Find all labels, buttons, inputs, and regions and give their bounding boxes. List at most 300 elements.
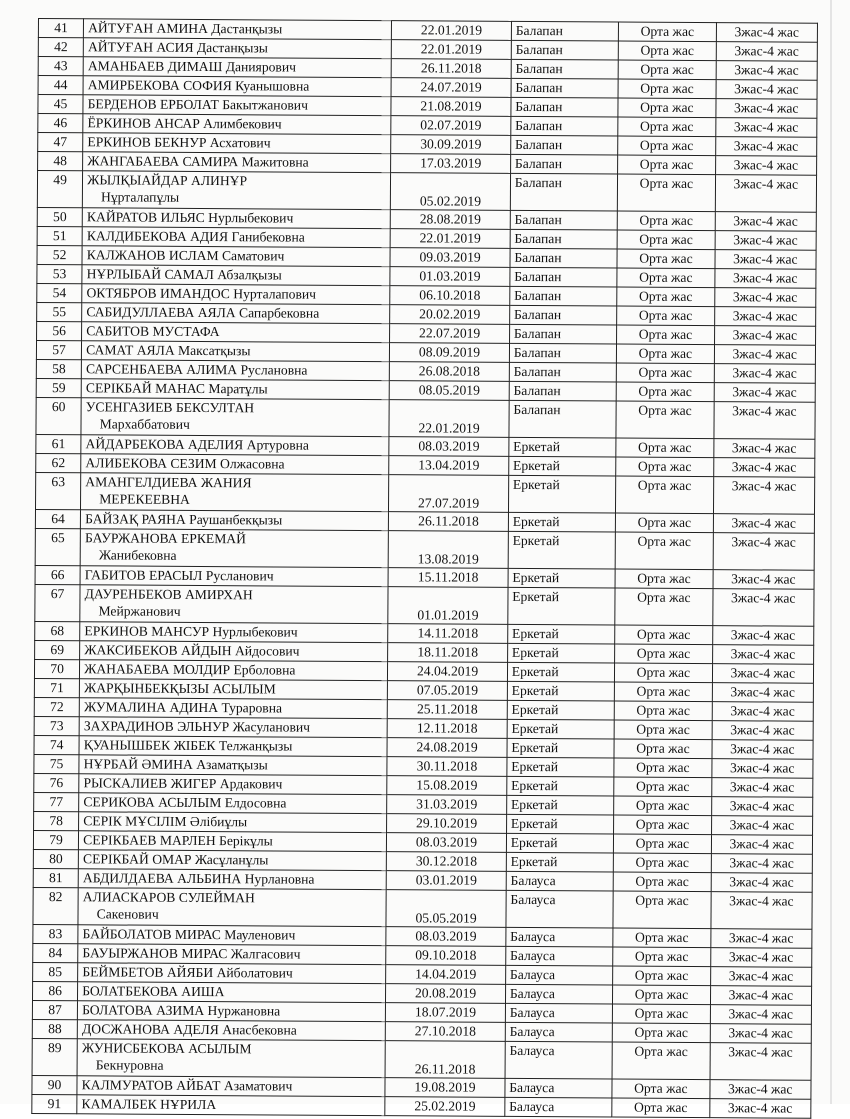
name-line-1: ЖАНГАБАЕВА САМИРА Мажитовна <box>87 153 309 170</box>
age-group: Орта жас <box>616 476 714 514</box>
age-range: 3жас-4 жас <box>716 61 818 81</box>
group-name: Еркетай <box>509 456 617 476</box>
birth-date: 25.02.2019 <box>385 1097 505 1117</box>
age-group: Орта жас <box>618 174 716 212</box>
age-range: 3жас-4 жас <box>712 589 814 627</box>
age-group: Орта жас <box>616 513 713 533</box>
group-name: Еркетай <box>508 587 616 625</box>
group-name: Балауса <box>505 984 613 1004</box>
child-full-name <box>77 1095 385 1116</box>
age-group: Орта жас <box>615 588 713 626</box>
row-number: 74 <box>34 735 79 754</box>
birth-date: 08.03.2019 <box>386 927 506 947</box>
age-range: 3жас-4 жас <box>712 626 814 646</box>
age-range: 3жас-4 жас <box>713 570 815 590</box>
age-group: Орта жас <box>615 569 712 589</box>
row-number: 72 <box>34 697 79 716</box>
birth-date: 06.10.2018 <box>390 286 510 306</box>
group-name: Балапан <box>511 21 619 41</box>
birth-date: 18.11.2018 <box>388 643 508 663</box>
age-range: 3жас-4 жас <box>714 326 816 346</box>
age-range: 3жас-4 жас <box>714 269 816 289</box>
name-line-1: АМАНБАЕВ ДИМАШ Даниярович <box>87 58 297 75</box>
birth-date: 09.03.2019 <box>390 248 510 268</box>
child-full-name <box>80 641 388 662</box>
age-group: Орта жас <box>618 41 715 61</box>
table-row <box>36 397 815 439</box>
birth-date: 13.04.2019 <box>389 456 509 476</box>
age-range: 3жас-4 жас <box>712 683 814 703</box>
group-name: Балауса <box>506 927 614 947</box>
row-number: 53 <box>37 264 82 283</box>
age-group: Орта жас <box>617 287 714 307</box>
row-number: 78 <box>34 811 79 830</box>
name-line-1: АБДИЛДАЕВА АЛЬБИНА Нурлановна <box>82 870 315 887</box>
child-full-name <box>82 265 390 286</box>
group-name: Еркетай <box>507 662 615 682</box>
birth-date: 30.11.2018 <box>387 757 507 777</box>
row-number: 60 <box>36 397 81 434</box>
age-group: Орта жас <box>612 1042 710 1080</box>
name-line-1: САРСЕНБАЕВА АЛИМА Руслановна <box>85 361 308 378</box>
name-line-1: БЕЙМБЕТОВ АЙЯБИ Айболатович <box>82 964 293 981</box>
age-group: Орта жас <box>613 966 710 986</box>
child-full-name <box>81 398 389 437</box>
group-name: Балауса <box>505 1003 613 1023</box>
group-name: Еркетай <box>506 795 614 815</box>
age-range: 3жас-4 жас <box>711 816 813 836</box>
name-line-2: Бекнуровна <box>95 1057 164 1073</box>
child-full-name <box>84 19 392 40</box>
table-row <box>32 1094 811 1118</box>
row-number: 62 <box>36 453 81 472</box>
name-line-1: КАЛЖАНОВ ИСЛАМ Саматович <box>86 247 285 264</box>
age-range: 3жас-4 жас <box>710 1043 812 1081</box>
group-name: Еркетай <box>507 776 615 796</box>
children-roster-table <box>31 18 818 1119</box>
age-group: Орта жас <box>613 891 711 929</box>
group-name: Балауса <box>506 890 614 928</box>
age-group: Орта жас <box>615 644 712 664</box>
table-row <box>35 472 814 514</box>
roster-body <box>32 19 818 1119</box>
row-number: 56 <box>37 321 82 340</box>
name-line-1: НҰРЛЫБАЙ САМАЛ Абзалқызы <box>86 266 282 283</box>
age-group: Орта жас <box>619 22 716 42</box>
group-name: Еркетай <box>508 568 616 588</box>
row-number: 66 <box>35 565 80 584</box>
child-full-name <box>81 360 389 381</box>
name-line-1: ДАУРЕНБЕКОВ АМИРХАН <box>84 586 253 603</box>
name-line-1: ОКТЯБРОВ ИМАНДОС Нурталапович <box>86 285 317 302</box>
age-range: 3жас-4 жас <box>715 250 817 270</box>
child-full-name <box>83 133 391 154</box>
child-full-name <box>82 303 390 324</box>
age-range: 3жас-4 жас <box>711 778 813 798</box>
age-group: Орта жас <box>614 758 711 778</box>
group-name: Балапан <box>511 97 619 117</box>
name-line-1: ЕРКИНОВ МАНСУР Нурлыбекович <box>84 623 298 640</box>
age-range: 3жас-4 жас <box>710 1024 812 1044</box>
name-line-1: ЖАРҚЫНБЕКҚЫЗЫ АСЫЛЫМ <box>84 680 276 697</box>
name-line-1: КАМАЛБЕК НҰРИЛА <box>81 1096 217 1113</box>
group-name: Балапан <box>510 248 618 268</box>
child-full-name <box>79 774 387 795</box>
age-group: Орта жас <box>613 853 710 873</box>
birth-date: 26.11.2018 <box>389 512 509 532</box>
age-range: 3жас-4 жас <box>712 721 814 741</box>
group-name: Еркетай <box>508 531 616 569</box>
table-row <box>32 1038 811 1080</box>
group-name: Балапан <box>509 343 617 363</box>
child-full-name <box>79 717 387 738</box>
row-number: 41 <box>38 19 83 38</box>
table-row <box>33 887 812 929</box>
age-range: 3жас-4 жас <box>713 514 815 534</box>
age-group: Орта жас <box>612 1098 709 1118</box>
age-range: 3жас-4 жас <box>715 156 817 176</box>
child-full-name <box>77 1039 385 1078</box>
group-name: Балауса <box>505 1022 613 1042</box>
age-group: Орта жас <box>613 985 710 1005</box>
child-full-name <box>81 435 389 456</box>
name-line-1: КАЙРАТОВ ИЛЬЯС Нурлыбекович <box>86 209 294 226</box>
birth-date: 26.11.2018 <box>391 59 511 79</box>
age-group: Орта жас <box>613 1004 710 1024</box>
row-number: 68 <box>35 621 80 640</box>
child-full-name <box>77 1076 385 1097</box>
row-number: 83 <box>33 924 78 943</box>
child-full-name <box>83 38 391 59</box>
row-number: 59 <box>36 378 81 397</box>
child-full-name <box>82 284 390 305</box>
name-line-1: ГАБИТОВ ЕРАСЫЛ Русланович <box>84 567 274 584</box>
birth-date: 13.08.2019 <box>388 531 508 569</box>
name-line-1: ЁРКИНОВ АНСАР Алимбекович <box>87 115 282 132</box>
age-range: 3жас-4 жас <box>710 1005 812 1025</box>
age-group: Орта жас <box>617 306 714 326</box>
group-name: Еркетай <box>507 738 615 758</box>
group-name: Балапан <box>510 286 618 306</box>
age-range: 3жас-4 жас <box>712 645 814 665</box>
age-group: Орта жас <box>614 739 711 759</box>
row-number: 81 <box>33 868 78 887</box>
birth-date: 07.05.2019 <box>388 681 508 701</box>
name-line-1: АЛИБЕКОВА СЕЗИМ Олжасовна <box>85 455 285 472</box>
row-number: 73 <box>34 716 79 735</box>
age-group: Орта жас <box>617 344 714 364</box>
name-line-1: АЙТУҒАН АСИЯ Дастанқызы <box>87 39 268 56</box>
name-line-1: БЕРДЕНОВ ЕРБОЛАТ Бакытжанович <box>87 96 308 113</box>
child-full-name <box>82 246 390 267</box>
name-line-1: ЖЫЛҚЫАЙДАР АЛИНҰР <box>87 172 248 189</box>
age-range: 3жас-4 жас <box>714 345 816 365</box>
table-row <box>35 584 814 626</box>
birth-date: 20.08.2019 <box>386 984 506 1004</box>
row-number: 54 <box>37 283 82 302</box>
birth-date: 21.08.2019 <box>391 97 511 117</box>
row-number: 48 <box>38 152 83 171</box>
name-line-2: Нұрталапұлы <box>101 189 180 205</box>
row-number: 45 <box>38 95 83 114</box>
child-full-name <box>78 888 386 927</box>
age-range: 3жас-4 жас <box>710 967 812 987</box>
birth-date: 27.10.2018 <box>386 1022 506 1042</box>
birth-date: 14.11.2018 <box>388 624 508 644</box>
child-full-name <box>79 831 387 852</box>
row-number: 65 <box>35 528 80 565</box>
birth-date: 30.12.2018 <box>387 852 507 872</box>
age-range: 3жас-4 жас <box>713 477 815 515</box>
name-line-1: СЕРІКБАЙ МАНАС Маратұлы <box>85 380 268 397</box>
age-range: 3жас-4 жас <box>715 175 817 213</box>
group-name: Балапан <box>510 210 618 230</box>
group-name: Балапан <box>510 229 618 249</box>
age-group: Орта жас <box>616 457 713 477</box>
row-number: 47 <box>38 133 83 152</box>
birth-date: 24.07.2019 <box>391 78 511 98</box>
birth-date: 15.08.2019 <box>387 776 507 796</box>
age-group: Орта жас <box>616 401 714 439</box>
name-line-1: САМАТ АЯЛА Максатқызы <box>86 342 251 359</box>
group-name: Еркетай <box>507 700 615 720</box>
age-range: 3жас-4 жас <box>710 929 812 949</box>
name-line-1: СЕРІК МҰСІЛІМ Әлібиұлы <box>83 813 248 830</box>
child-full-name <box>80 585 388 624</box>
age-group: Орта жас <box>616 363 713 383</box>
group-name: Еркетай <box>506 852 614 872</box>
name-line-1: КАЛМУРАТОВ АЙБАТ Азаматович <box>81 1077 293 1094</box>
name-line-1: ҚУАНЫШБЕК ЖІБЕК Телжанқызы <box>83 737 293 754</box>
name-line-1: ЖАНАБАЕВА МОЛДИР Ерболовна <box>84 661 296 678</box>
group-name: Балапан <box>509 324 617 344</box>
row-number: 71 <box>34 678 79 697</box>
child-full-name <box>77 1020 385 1041</box>
age-group: Орта жас <box>617 211 714 231</box>
age-group: Орта жас <box>615 663 712 683</box>
row-number: 43 <box>38 57 83 76</box>
name-line-1: САБИТОВ МУСТАФА <box>86 323 220 340</box>
group-name: Балапан <box>510 154 618 174</box>
birth-date: 24.08.2019 <box>387 738 507 758</box>
name-line-1: САБИДУЛЛАЕВА АЯЛА Сапарбековна <box>86 304 320 321</box>
birth-date: 26.08.2018 <box>390 362 510 382</box>
group-name: Еркетай <box>506 833 614 853</box>
child-full-name <box>81 473 389 512</box>
name-line-1: БАЙБОЛАТОВ МИРАС Мауленович <box>82 926 296 943</box>
group-name: Балапан <box>509 400 617 438</box>
name-line-2: Мейржанович <box>98 603 181 619</box>
row-number: 52 <box>37 245 82 264</box>
group-name: Балауса <box>506 946 614 966</box>
name-line-1: КАЛДИБЕКОВА АДИЯ Ганибековна <box>86 228 305 245</box>
child-full-name <box>79 698 387 719</box>
child-full-name <box>78 963 386 984</box>
row-number: 86 <box>32 981 77 1000</box>
age-group: Орта жас <box>618 117 715 137</box>
name-line-1: СЕРІКБАЙ ОМАР Жасұланұлы <box>82 851 269 868</box>
name-line-1: БАУРЖАНОВА ЕРКЕМАЙ <box>84 530 247 547</box>
birth-date: 08.03.2019 <box>389 437 509 457</box>
table-row <box>35 528 814 570</box>
age-range: 3жас-4 жас <box>714 402 816 440</box>
birth-date: 30.09.2019 <box>391 135 511 155</box>
row-number: 77 <box>34 792 79 811</box>
name-line-1: РЫСКАЛИЕВ ЖИГЕР Ардакович <box>83 775 283 792</box>
age-group: Орта жас <box>616 382 713 402</box>
row-number: 57 <box>36 340 81 359</box>
age-group: Орта жас <box>617 230 714 250</box>
row-number: 46 <box>38 114 83 133</box>
row-number: 50 <box>37 207 82 226</box>
child-full-name <box>79 812 387 833</box>
row-number: 42 <box>38 38 83 57</box>
name-line-1: УСЕНГАЗИЕВ БЕКСУЛТАН <box>85 399 255 416</box>
age-range: 3жас-4 жас <box>711 854 813 874</box>
age-range: 3жас-4 жас <box>710 986 812 1006</box>
group-name: Балапан <box>510 135 618 155</box>
birth-date: 14.04.2019 <box>386 965 506 985</box>
age-range: 3жас-4 жас <box>709 1099 811 1119</box>
row-number: 87 <box>32 1000 77 1019</box>
age-group: Орта жас <box>612 1079 709 1099</box>
age-group: Орта жас <box>614 701 711 721</box>
age-range: 3жас-4 жас <box>715 231 817 251</box>
age-group: Орта жас <box>618 136 715 156</box>
group-name: Балапан <box>511 116 619 136</box>
birth-date: 22.07.2019 <box>390 324 510 344</box>
birth-date: 20.02.2019 <box>390 305 510 325</box>
row-number: 63 <box>35 472 80 509</box>
child-full-name <box>82 227 390 248</box>
row-number: 44 <box>38 76 83 95</box>
age-range: 3жас-4 жас <box>714 307 816 327</box>
row-number: 55 <box>37 302 82 321</box>
age-range: 3жас-4 жас <box>716 80 818 100</box>
name-line-1: ЗАХРАДИНОВ ЭЛЬНУР Жасуланович <box>83 718 311 735</box>
group-name: Балапан <box>510 173 618 211</box>
birth-date: 08.09.2019 <box>390 343 510 363</box>
birth-date: 03.01.2019 <box>387 871 507 891</box>
age-group: Орта жас <box>618 98 715 118</box>
name-line-1: НҰРБАЙ ӘМИНА Азаматқызы <box>83 756 268 773</box>
child-full-name <box>83 114 391 135</box>
child-full-name <box>80 660 388 681</box>
group-name: Балауса <box>505 965 613 985</box>
age-group: Орта жас <box>614 834 711 854</box>
row-number: 88 <box>32 1019 77 1038</box>
scan-edge-shadow <box>830 0 832 1104</box>
age-range: 3жас-4 жас <box>714 364 816 384</box>
child-full-name <box>79 736 387 757</box>
age-group: Орта жас <box>616 438 713 458</box>
age-group: Орта жас <box>614 720 711 740</box>
group-name: Балапан <box>511 78 619 98</box>
child-full-name <box>83 171 391 210</box>
child-full-name <box>78 944 386 965</box>
birth-date: 22.01.2019 <box>390 229 510 249</box>
group-name: Балапан <box>509 362 617 382</box>
group-name: Балауса <box>505 1078 613 1098</box>
group-name: Балауса <box>505 1097 613 1117</box>
birth-date: 08.05.2019 <box>390 381 510 401</box>
name-line-1: ЖАКСИБЕКОВ АЙДЫН Айдосович <box>84 642 300 659</box>
child-full-name <box>78 982 386 1003</box>
birth-date: 22.01.2019 <box>392 40 512 60</box>
name-line-1: АМИРБЕКОВА СОФИЯ Куанышовна <box>87 77 310 94</box>
birth-date: 19.08.2019 <box>385 1078 505 1098</box>
child-full-name <box>83 95 391 116</box>
row-number: 85 <box>33 962 78 981</box>
child-full-name <box>83 152 391 173</box>
row-number: 84 <box>33 943 78 962</box>
child-full-name <box>78 925 386 946</box>
age-range: 3жас-4 жас <box>712 702 814 722</box>
birth-date: 15.11.2018 <box>388 568 508 588</box>
name-line-1: АМАНГЕЛДИЕВА ЖАНИЯ <box>85 474 252 491</box>
row-number: 49 <box>37 171 82 208</box>
age-group: Орта жас <box>617 249 714 269</box>
row-number: 80 <box>33 849 78 868</box>
age-range: 3жас-4 жас <box>714 288 816 308</box>
row-number: 79 <box>33 830 78 849</box>
name-line-1: СЕРІКБАЕВ МАРЛЕН Берікұлы <box>83 832 273 849</box>
age-group: Орта жас <box>614 815 711 835</box>
age-range: 3жас-4 жас <box>716 23 818 43</box>
age-group: Орта жас <box>613 947 710 967</box>
name-line-2: Мархаббатович <box>99 416 190 432</box>
name-line-2: Жанибековна <box>98 547 177 563</box>
group-name: Еркетай <box>509 437 617 457</box>
age-group: Орта жас <box>615 682 712 702</box>
age-range: 3жас-4 жас <box>715 99 817 119</box>
row-number: 90 <box>32 1075 77 1094</box>
age-range: 3жас-4 жас <box>715 212 817 232</box>
child-full-name <box>80 622 388 643</box>
birth-date: 09.10.2018 <box>386 946 506 966</box>
child-full-name <box>80 679 388 700</box>
birth-date: 05.02.2019 <box>391 173 511 211</box>
age-range: 3жас-4 жас <box>712 740 814 760</box>
name-line-1: АЙДАРБЕКОВА АДЕЛИЯ Артуровна <box>85 436 310 453</box>
age-range: 3жас-4 жас <box>713 458 815 478</box>
birth-date: 31.03.2019 <box>387 795 507 815</box>
group-name: Еркетай <box>508 512 616 532</box>
child-full-name <box>83 57 391 78</box>
birth-date: 26.11.2018 <box>385 1041 505 1079</box>
birth-date: 05.05.2019 <box>386 890 506 928</box>
group-name: Еркетай <box>508 475 616 513</box>
name-line-1: ЖУНИСБЕКОВА АСЫЛЫМ <box>81 1040 252 1057</box>
age-range: 3жас-4 жас <box>711 759 813 779</box>
child-full-name <box>78 869 386 890</box>
age-range: 3жас-4 жас <box>715 118 817 138</box>
birth-date: 22.01.2019 <box>392 21 512 41</box>
age-range: 3жас-4 жас <box>711 892 813 930</box>
group-name: Балапан <box>509 305 617 325</box>
child-full-name <box>78 850 386 871</box>
group-name: Еркетай <box>507 719 615 739</box>
child-full-name <box>81 510 389 531</box>
name-line-1: БОЛАТБЕКОВА АИША <box>82 983 225 1000</box>
name-line-1: БОЛАТОВА АЗИМА Нуржановна <box>82 1002 281 1019</box>
group-name: Еркетай <box>506 814 614 834</box>
age-range: 3жас-4 жас <box>710 948 812 968</box>
age-group: Орта жас <box>615 532 713 570</box>
child-full-name <box>79 793 387 814</box>
group-name: Еркетай <box>507 681 615 701</box>
row-number: 61 <box>36 434 81 453</box>
